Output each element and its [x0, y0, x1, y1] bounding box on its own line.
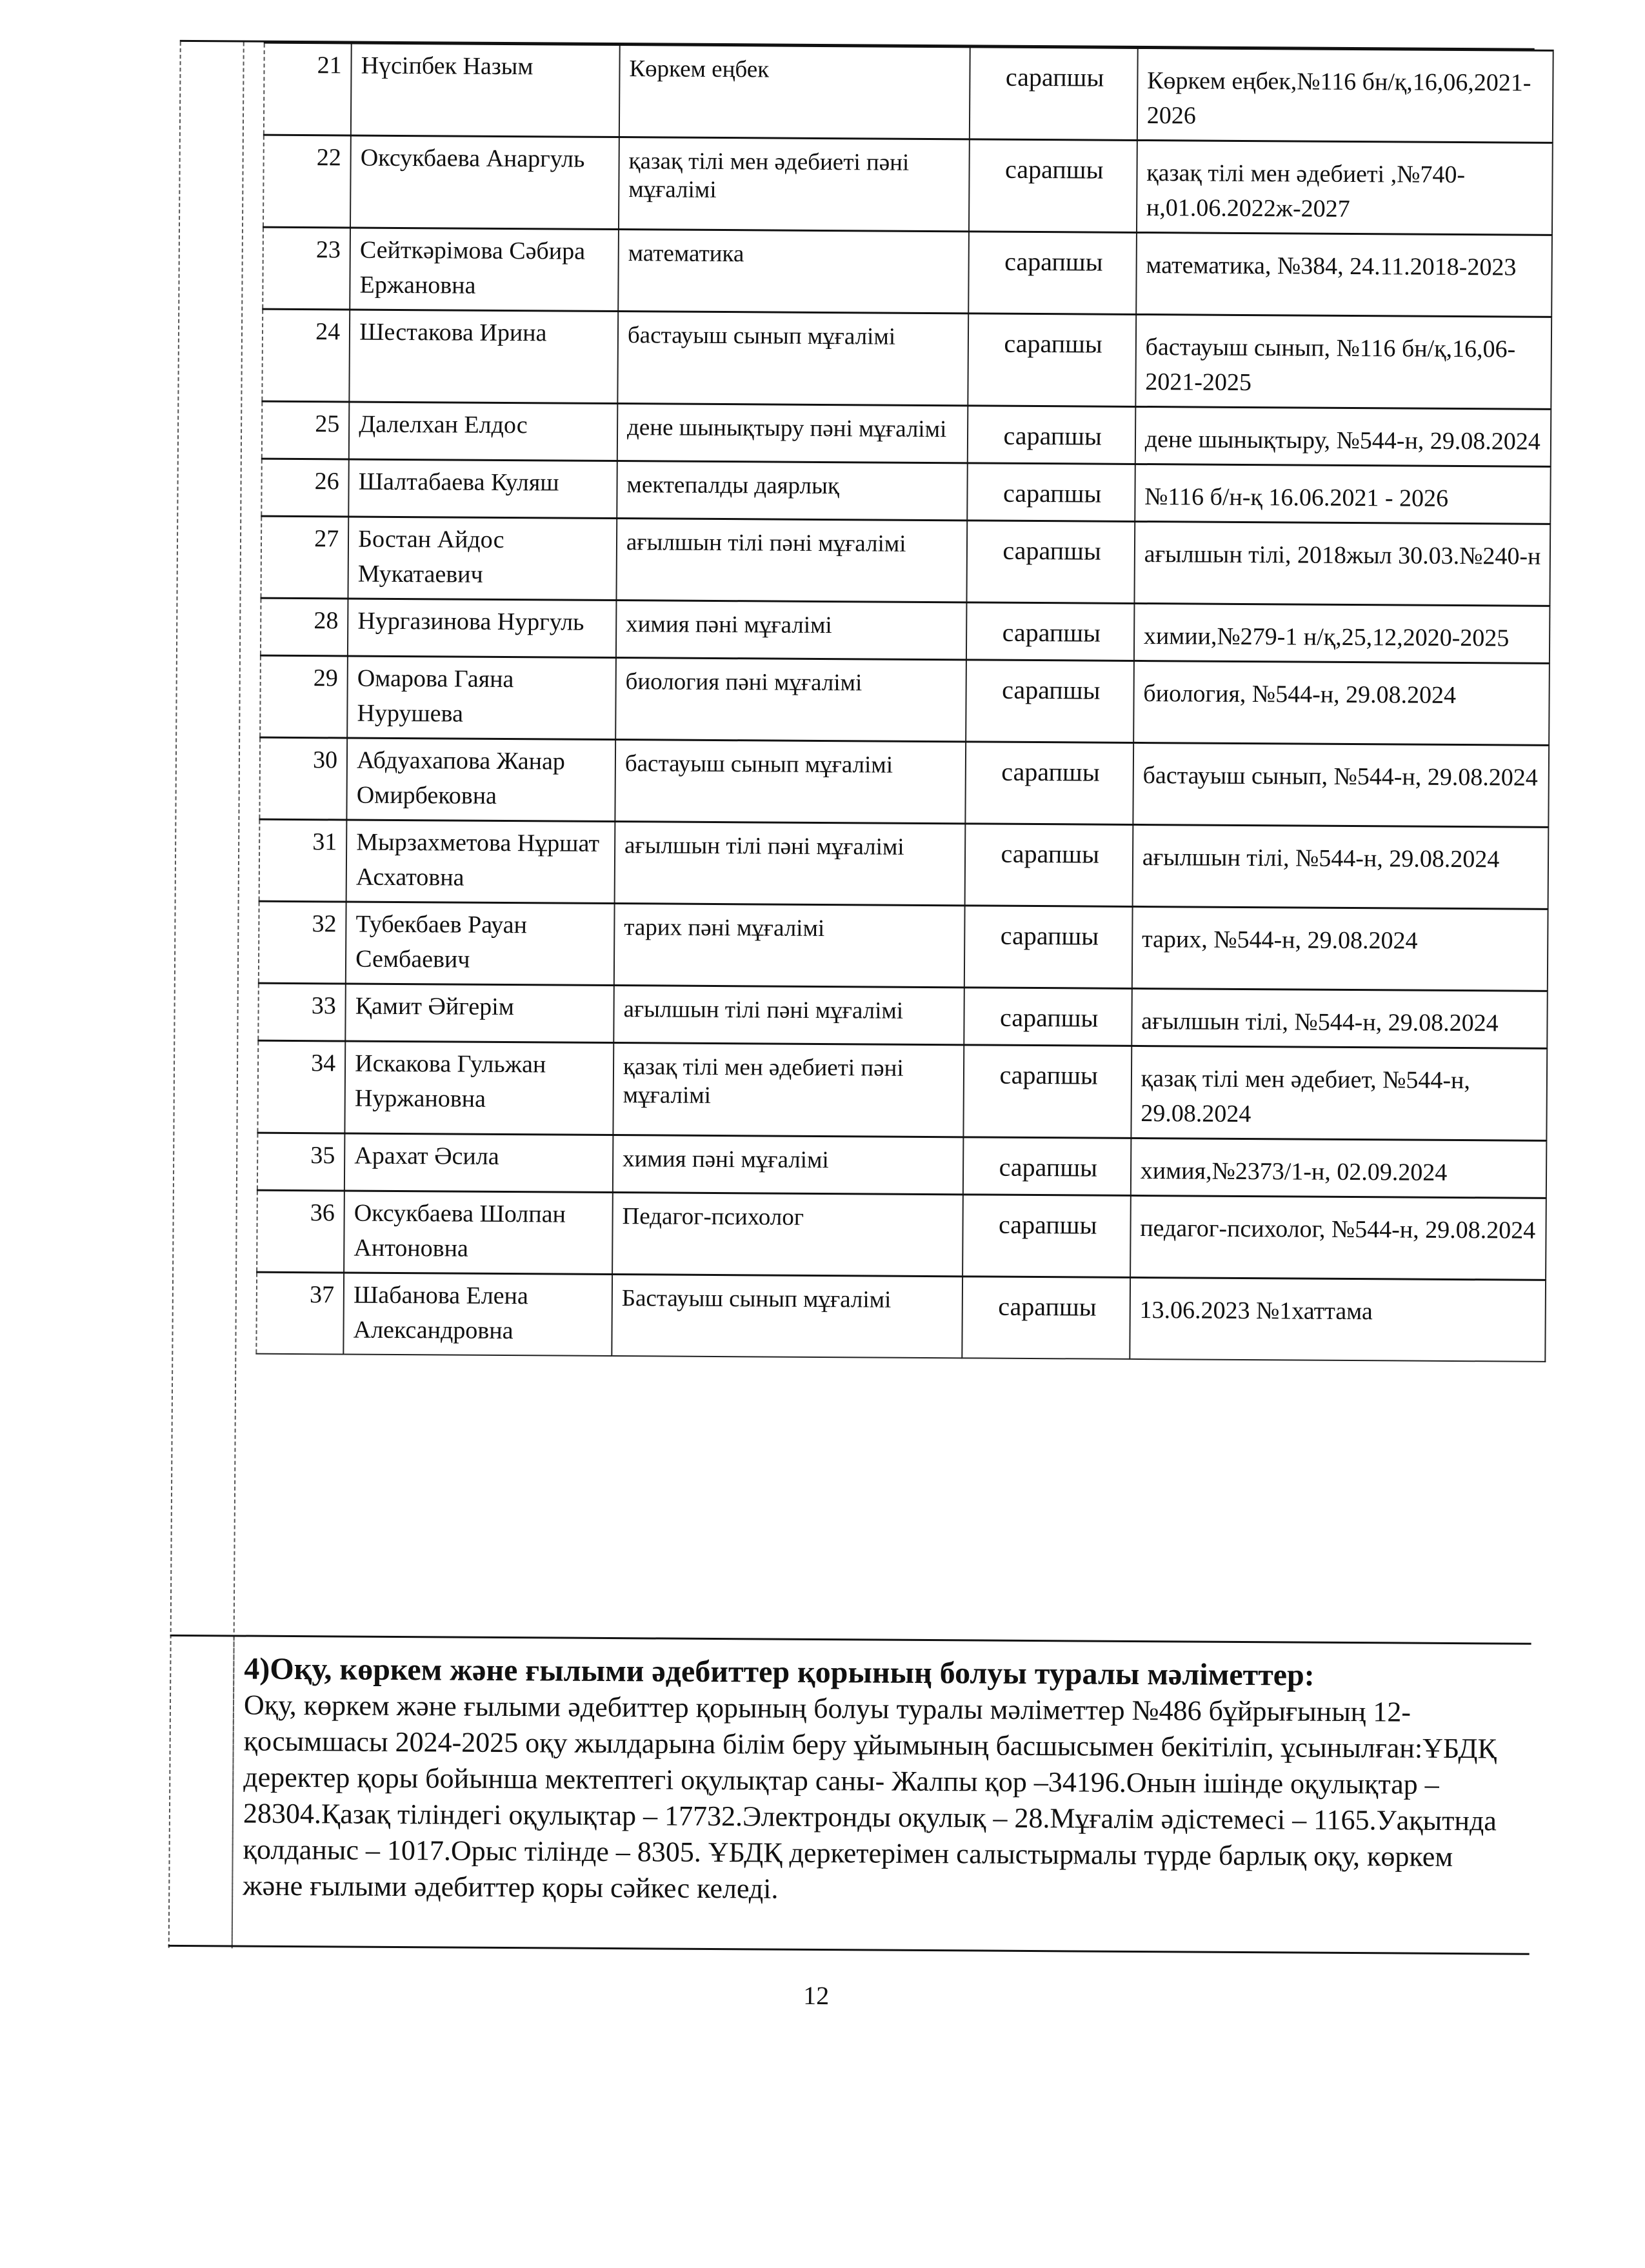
row-number: 29: [260, 655, 348, 738]
table-row: [258, 983, 1548, 1048]
teacher-name: Нүсіпбек Назым: [351, 43, 620, 137]
row-number: 26: [261, 459, 349, 517]
row-number: 25: [262, 401, 350, 459]
role: сарапшы: [962, 1277, 1130, 1359]
table-row: [260, 655, 1550, 745]
row-number: 34: [257, 1040, 345, 1133]
subject: математика: [618, 230, 968, 313]
role: сарапшы: [966, 521, 1135, 604]
section-4-title: 4)Оқу, көркем және ғылыми әдебиттер қорының болуы туралы мәліметтер:: [244, 1651, 1315, 1693]
teacher-name: Нургазинова Нургуль: [348, 599, 616, 658]
subject: химия пәні мұғалімі: [616, 601, 966, 660]
subject: тарих пәні мұғалімі: [614, 904, 964, 988]
role: сарапшы: [963, 1045, 1132, 1139]
experts-table: [255, 42, 1553, 1362]
row-number: 24: [262, 309, 350, 402]
section-4-body: Оқу, көркем және ғылыми әдебиттер қорының болуы туралы мәліметтер №486 бұйрығының 12-қосымшасы 2024-2025 оқу жылдарына білім беру ұйымының басшысымен бекітіліп, ұсынылған:ҰБДҚ деректер қоры бойынша мектептегі оқулықтар саны- Жалпы қор –34196.Онын ішінде оқулықтар – 28304.Қазақ тіліндегі оқулықтар – 17732.Электронды оқулық – 28.Мұғалім әдістемесі – 1165.Уақытнда қолданыс – 1017.Орыс тілінде – 8305. ҰБДҚ деркетерімен салыстырмалы түрде барлық оқу, көркем және ғылыми әдебиттер қоры сәйкес келеді.: [243, 1689, 1497, 1905]
teacher-name: Шестакова Ирина: [349, 310, 618, 404]
role: сарапшы: [965, 742, 1133, 825]
certificate: педагог-психолог, №544-н, 29.08.2024: [1130, 1195, 1546, 1280]
role: сарапшы: [964, 824, 1133, 907]
role: сарапшы: [969, 47, 1137, 141]
table-row: [259, 737, 1549, 827]
row-number: 33: [258, 983, 346, 1041]
table-row: [259, 819, 1549, 909]
row-number: 36: [257, 1190, 344, 1273]
teacher-name: Шабанова Елена Александровна: [343, 1273, 612, 1356]
table-row: [263, 135, 1553, 235]
teacher-name: Қамит Әйгерім: [345, 984, 613, 1043]
table-row: [261, 459, 1551, 524]
row-number: 35: [257, 1133, 345, 1191]
row-number: 28: [261, 598, 348, 656]
role: сарапшы: [967, 463, 1135, 522]
certificate: дене шынықтыру, №544-н, 29.08.2024: [1135, 406, 1551, 466]
certificate: бастауыш сынып, №116 бн/қ,16,06-2021-2025: [1135, 314, 1551, 409]
row-number: 37: [256, 1272, 344, 1354]
certificate: қазақ тілі мен әдебиеті ,№740-н,01.06.2022ж-2027: [1137, 140, 1553, 235]
subject: бастауыш сынып мұғалімі: [615, 740, 965, 824]
teacher-name: Оксукбаева Анаргуль: [350, 135, 619, 230]
table-row: [263, 227, 1552, 317]
table-row: [261, 598, 1550, 663]
teacher-name: Арахат Әсила: [344, 1133, 613, 1193]
certificate: химии,№279-1 н/қ,25,12,2020-2025: [1134, 603, 1550, 663]
row-number: 21: [264, 43, 352, 135]
role: сарапшы: [962, 1195, 1131, 1278]
row-number: 23: [263, 227, 350, 310]
subject: ағылшын тілі пәні мұғалімі: [613, 986, 964, 1045]
table-row: [256, 1272, 1546, 1362]
role: сарапшы: [962, 1137, 1131, 1196]
teacher-name: Мырзахметова Нұршат Асхатовна: [346, 820, 615, 904]
teacher-name: Далелхан Елдос: [349, 402, 617, 461]
table-row: [259, 901, 1548, 991]
subject: мектепалды даярлық: [617, 461, 967, 521]
role: сарапшы: [968, 232, 1137, 315]
certificate: химия,№2373/1-н, 02.09.2024: [1131, 1138, 1547, 1198]
row-number: 27: [261, 516, 348, 599]
role: сарапшы: [968, 313, 1136, 407]
teacher-name: Сейткәрімова Сәбира Ержановна: [350, 228, 619, 312]
teacher-name: Оксукбаева Шолпан Антоновна: [344, 1191, 613, 1275]
certificate: бастауыш сынып, №544-н, 29.08.2024: [1133, 742, 1549, 827]
table-row: [261, 516, 1550, 606]
role: сарапшы: [969, 139, 1137, 233]
certificate: қазақ тілі мен әдебиет, №544-н, 29.08.2024: [1131, 1046, 1547, 1140]
table-row: [262, 401, 1551, 466]
role: сарапшы: [966, 602, 1135, 661]
table-row: [264, 43, 1553, 143]
subject: ағылшын тілі пәні мұғалімі: [616, 519, 966, 602]
subject: Көркем еңбек: [619, 45, 970, 139]
certificate: биология, №544-н, 29.08.2024: [1133, 661, 1550, 745]
section-4-content: [243, 1651, 1508, 1912]
certificate: тарих, №544-н, 29.08.2024: [1132, 906, 1548, 991]
subject: Бастауыш сынып мұғалімі: [612, 1275, 962, 1358]
row-number: 22: [263, 135, 351, 228]
page-number: 12: [803, 1980, 830, 2011]
role: сарапшы: [967, 406, 1135, 464]
subject: химия пәні мұғалімі: [613, 1135, 963, 1195]
certificate: Көркем еңбек,№116 бн/қ,16,06,2021-2026: [1137, 48, 1553, 143]
table-row: [262, 309, 1551, 409]
role: сарапшы: [966, 660, 1134, 743]
certificate: 13.06.2023 №1хаттама: [1130, 1277, 1546, 1361]
certificate: ағылшын тілі, №544-н, 29.08.2024: [1132, 824, 1548, 909]
row-number: 30: [259, 737, 347, 820]
section-4: [168, 1635, 1531, 1955]
table-row: [257, 1040, 1547, 1140]
teacher-name: Искакова Гульжан Нуржановна: [345, 1041, 614, 1135]
row-number: 31: [259, 819, 347, 902]
role: сарапшы: [964, 906, 1132, 989]
certificate: ағылшын тілі, №544-н, 29.08.2024: [1132, 988, 1548, 1048]
certificate: №116 б/н-қ 16.06.2021 - 2026: [1135, 464, 1551, 524]
teacher-name: Абдуахапова Жанар Омирбековна: [347, 738, 616, 822]
subject: ағылшын тілі пәні мұғалімі: [615, 822, 965, 906]
row-number: 32: [259, 901, 346, 984]
teacher-name: Тубекбаев Рауан Сембаевич: [346, 902, 615, 986]
subject: биология пәні мұғалімі: [615, 658, 966, 742]
teacher-name: Омарова Гаяна Нурушева: [347, 656, 616, 740]
certificate: математика, №384, 24.11.2018-2023: [1136, 232, 1552, 317]
subject: Педагог-психолог: [612, 1193, 962, 1277]
subject: дене шынықтыру пәні мұғалімі: [617, 404, 968, 463]
table-row: [257, 1133, 1547, 1198]
frame-line: [232, 1636, 235, 1945]
role: сарапшы: [964, 988, 1132, 1046]
teacher-name: Шалтабаева Куляш: [348, 459, 617, 519]
certificate: ағылшын тілі, 2018жыл 30.03.№240-н: [1134, 521, 1550, 606]
table-row: [257, 1190, 1546, 1280]
subject: қазақ тілі мен әдебиеті пәні мұғалімі: [613, 1043, 964, 1137]
teacher-name: Бостан Айдос Мукатаевич: [348, 517, 617, 601]
subject: бастауыш сынып мұғалімі: [617, 312, 968, 406]
subject: қазақ тілі мен әдебиеті пәні мұғалімі: [619, 137, 970, 232]
